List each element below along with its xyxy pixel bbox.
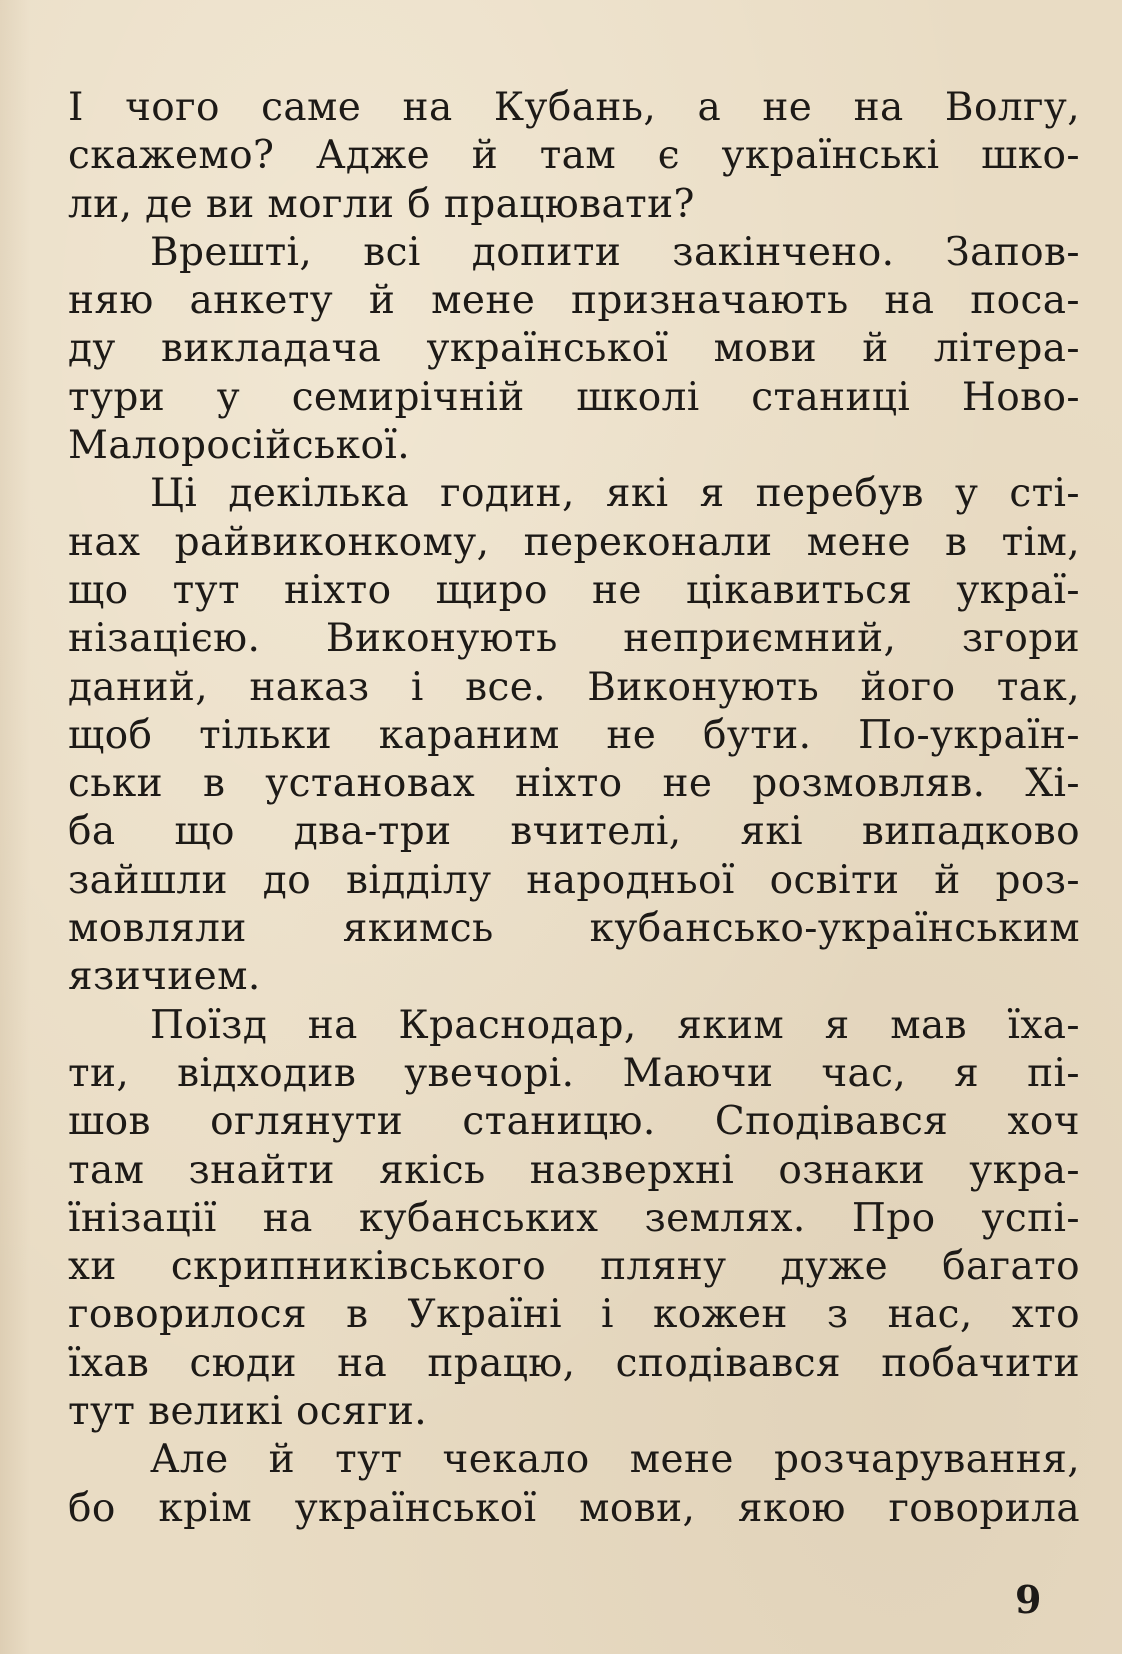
text-line: Поїзд на Краснодар, яким я мав їха- [150, 1002, 1080, 1048]
page-number: 9 [1015, 1577, 1042, 1622]
text-line: Малоросійської. [68, 423, 410, 469]
text-line: ськи в установах ніхто не розмовляв. Хі- [68, 761, 1080, 807]
text-line: там знайти якісь назверхні ознаки укра- [68, 1147, 1080, 1193]
text-line: тури у семирічній школі станиці Ново- [68, 374, 1080, 420]
text-line: ли, де ви могли б працювати? [68, 181, 695, 227]
text-line: Але й тут чекало мене розчарування, [150, 1437, 1080, 1483]
text-line: зайшли до відділу народньої освіти й роз- [68, 857, 1080, 903]
page-body-text [68, 84, 1080, 1533]
text-line: нізацією. Виконують неприємний, згори [68, 616, 1080, 662]
text-line: щоб тільки караним не бути. По-україн- [68, 712, 1080, 758]
text-line: даний, наказ і все. Виконують його так, [68, 664, 1080, 710]
text-line: їнізації на кубанських землях. Про успі- [68, 1195, 1080, 1241]
text-line: що тут ніхто щиро не цікавиться украї- [68, 567, 1080, 613]
text-line: язичием. [68, 954, 261, 1000]
text-line: ба що два-три вчителі, які випадково [68, 809, 1080, 855]
text-line: ду викладача української мови й літера- [68, 326, 1080, 372]
text-line: їхав сюди на працю, сподівався побачити [68, 1340, 1080, 1386]
text-line: хи скрипниківського пляну дуже багато [68, 1244, 1080, 1290]
text-line: ти, відходив увечорі. Маючи час, я пі- [68, 1050, 1080, 1096]
text-line: шов оглянути станицю. Сподівався хоч [68, 1099, 1080, 1145]
text-line: бо крім української мови, якою говорила [68, 1485, 1080, 1531]
text-line: скажемо? Адже й там є українські шко- [68, 133, 1080, 179]
text-line: І чого саме на Кубань, а не на Волгу, [68, 85, 1080, 130]
text-line: говорилося в Україні і кожен з нас, хто [68, 1292, 1080, 1338]
text-line: Врешті, всі допити закінчено. Запов- [150, 229, 1080, 275]
text-line: няю анкету й мене призначають на поса- [68, 278, 1080, 324]
text-line: мовляли якимсь кубансько-українським [68, 906, 1080, 952]
text-line: Ці декілька годин, які я перебув у сті- [150, 471, 1080, 517]
text-line: нах райвиконкому, переконали мене в тім, [68, 519, 1080, 565]
text-line: тут великі осяги. [68, 1389, 428, 1435]
